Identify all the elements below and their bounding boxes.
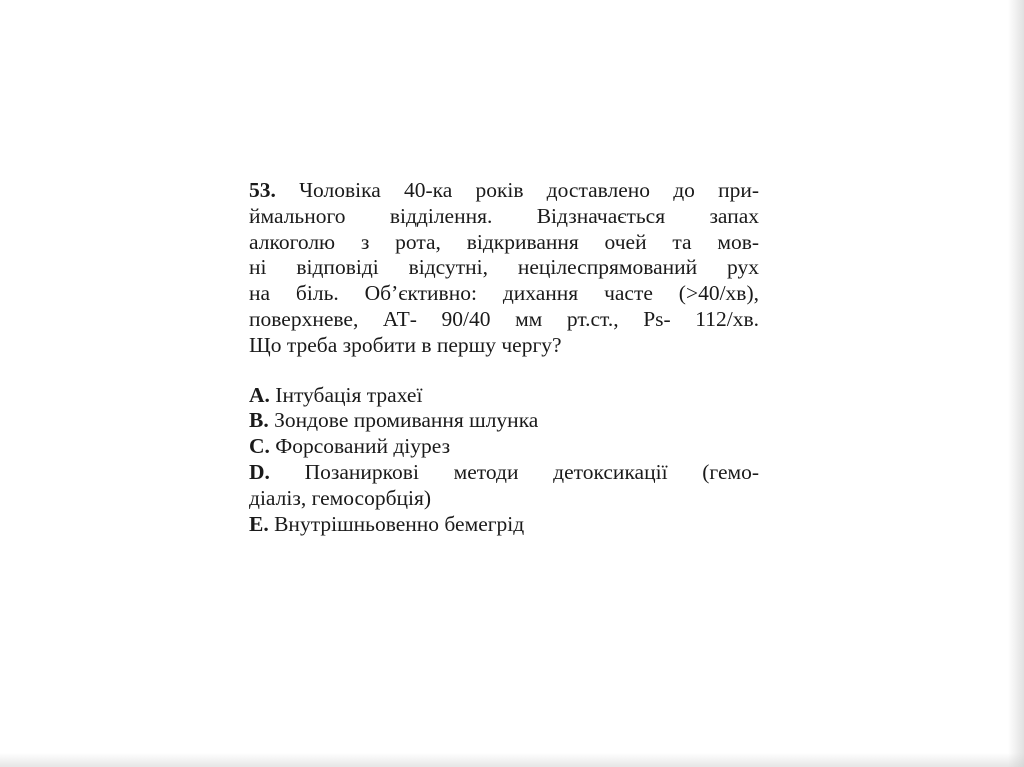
option-letter: A. <box>249 382 270 407</box>
option-b <box>249 408 759 434</box>
stem-line-1 <box>249 178 759 204</box>
test-question <box>249 178 759 537</box>
option-letter: C. <box>249 434 270 459</box>
stem-line-2: ймального відділення. Відзначається запах <box>249 203 759 228</box>
option-e <box>249 512 759 538</box>
stem-line-5: на біль. Об’єктивно: дихання часте (>40/хв), <box>249 281 759 306</box>
option-text: Форсований діурез <box>275 434 451 459</box>
answer-options <box>249 383 759 538</box>
option-text: Інтубація трахеї <box>275 382 423 407</box>
stem-line-6: поверхневе, АТ- 90/40 мм рт.ст., Ps- 112/хв. <box>249 306 759 331</box>
option-text: Внутрішньовенно бемегрід <box>274 511 525 536</box>
question-number: 53. <box>249 178 276 202</box>
stem-line-4: ні відповіді відсутні, нецілеспрямований рух <box>249 255 759 280</box>
option-letter: D. <box>249 459 270 484</box>
option-a <box>249 383 759 409</box>
slide-edge-shadow-bottom <box>0 753 1024 767</box>
stem-line-7: Що треба зробити в першу чергу? <box>249 332 562 357</box>
option-letter: B. <box>249 408 269 433</box>
option-text: Позаниркові методи детоксикації (гемо- <box>304 459 760 484</box>
option-letter: E. <box>249 511 269 536</box>
slide-edge-shadow-right <box>1008 0 1024 767</box>
option-d-continuation: діаліз, гемосорбція) <box>249 485 432 510</box>
stem-text-1: Чоловіка 40-ка років доставлено до при- <box>299 178 760 202</box>
option-c <box>249 434 759 460</box>
option-text: Зондове промивання шлунка <box>274 408 539 433</box>
stem-line-3: алкоголю з рота, відкривання очей та мов- <box>249 229 759 254</box>
question-stem <box>249 178 759 359</box>
option-d <box>249 460 759 486</box>
